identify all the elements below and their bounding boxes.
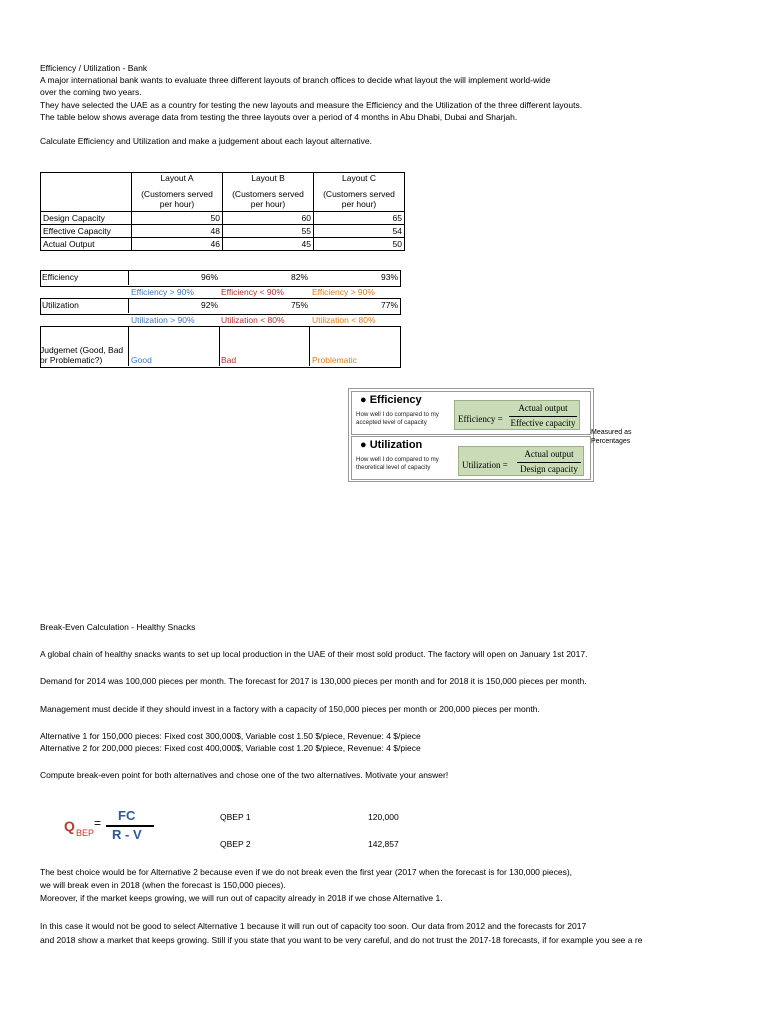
- utilization-formula-panel: [351, 436, 591, 480]
- table-cell: 48: [132, 225, 223, 238]
- judgement-good: Good: [131, 355, 152, 365]
- qbep1-label: QBEP 1: [220, 812, 251, 822]
- divider: [309, 326, 310, 366]
- efficiency-formula-desc: How well I do compared to my accepted level of capacity: [356, 411, 439, 426]
- table-cell: 50: [314, 238, 405, 251]
- utilization-value-b: 75%: [290, 300, 308, 310]
- answer-line: In this case it would not be good to select Alternative 1 because it will run out of capacity too soon. Our data from 2012 and the forecasts for 2017: [40, 921, 587, 931]
- efficiency-note-a: Efficiency > 90%: [131, 287, 194, 297]
- formula-equals: =: [94, 816, 102, 830]
- utilization-note-b: Utilization < 80%: [221, 315, 285, 325]
- efficiency-value-a: 96%: [200, 272, 218, 282]
- table-cell: 46: [132, 238, 223, 251]
- capacity-table: [40, 172, 405, 251]
- formula-q: Q: [64, 818, 75, 834]
- intro-line: The table below shows average data from testing the three layouts over a period of 4 months in Abu Dhabi, Dubai and Sharjah.: [40, 111, 518, 122]
- row-label: Design Capacity: [41, 212, 132, 225]
- formula-numerator: FC: [118, 808, 136, 823]
- table-header-row: [41, 173, 405, 212]
- efficiency-formula: Efficiency = Actual output Effective capacity: [454, 400, 580, 430]
- answer-line: we will break even in 2018 (when the forecast is 150,000 pieces).: [40, 880, 286, 890]
- efficiency-formula-panel: [351, 391, 591, 435]
- row-label: Actual Output: [41, 238, 132, 251]
- column-header-layout-a: Layout A (Customers served per hour): [132, 173, 223, 212]
- intro-line: They have selected the UAE as a country for testing the new layouts and measure the Efficiency and the Utilization of the three different layouts.: [40, 99, 583, 110]
- qbep1-value: 120,000: [368, 812, 399, 822]
- judgement-label: or Problematic?): [40, 355, 103, 365]
- task-line: Compute break-even point for both alternatives and chose one of the two alternatives. Motivate your answer!: [40, 770, 449, 780]
- formula-sub: BEP: [76, 828, 95, 838]
- paragraph: Demand for 2014 was 100,000 pieces per month. The forecast for 2017 is 130,000 pieces per month and for 2018 it is 150,000 pieces per month.: [40, 676, 587, 686]
- efficiency-section: [40, 62, 582, 147]
- utilization-value-c: 77%: [380, 300, 398, 310]
- divider: [128, 270, 129, 285]
- efficiency-note-b: Efficiency < 90%: [221, 287, 284, 297]
- utilization-formula-title: ● Utilization: [360, 439, 423, 451]
- judgement-label: Judgemet (Good, Bad: [40, 345, 124, 355]
- table-cell: 65: [314, 212, 405, 225]
- table-row: [41, 238, 405, 251]
- paragraph: A global chain of healthy snacks wants to set up local production in the UAE of their most sold product. The factory will open on January 1st 2017.: [40, 649, 588, 659]
- table-cell: 60: [223, 212, 314, 225]
- answer-line: and 2018 show a market that keeps growing. Still if you state that you want to be very careful, and do not trust the 2017-18 forecasts, if for example you see a re: [40, 935, 643, 945]
- table-cell: 45: [223, 238, 314, 251]
- efficiency-value-b: 82%: [290, 272, 308, 282]
- measured-note: Measured as Percentages: [591, 429, 632, 445]
- efficiency-note-c: Efficiency > 90%: [312, 287, 375, 297]
- utilization-formula-desc: How well I do compared to my theoretical level of capacity: [356, 456, 439, 471]
- divider: [128, 298, 129, 313]
- judgement-problematic: Problematic: [312, 355, 357, 365]
- table-row: [41, 225, 405, 238]
- utilization-note-a: Utilization > 90%: [131, 315, 195, 325]
- table-cell: 50: [132, 212, 223, 225]
- divider: [219, 326, 220, 366]
- answer-line: The best choice would be for Alternative 2 because even if we do not break even the first year (2017 when the forecast is for 130,000 pieces),: [40, 867, 573, 877]
- paragraph: Management must decide if they should invest in a factory with a capacity of 150,000 pieces per month or 200,000 pieces per month.: [40, 704, 540, 714]
- formula-denominator: R - V: [112, 827, 142, 842]
- qbep2-label: QBEP 2: [220, 839, 251, 849]
- table-row: [41, 212, 405, 225]
- table-cell: 54: [314, 225, 405, 238]
- utilization-label: Utilization: [42, 300, 79, 310]
- column-header-layout-b: Layout B (Customers served per hour): [223, 173, 314, 212]
- intro-line: over the coming two years.: [40, 87, 142, 98]
- task-line: Calculate Efficiency and Utilization and make a judgement about each layout alternative.: [40, 136, 373, 147]
- intro-line: A major international bank wants to evaluate three different layouts of branch offices to decide what layout the will implement world-wide: [40, 75, 551, 86]
- utilization-value-a: 92%: [200, 300, 218, 310]
- section-title: Break-Even Calculation - Healthy Snacks: [40, 622, 196, 632]
- alternative-2: Alternative 2 for 200,000 pieces: Fixed cost 400,000$, Variable cost 1.20 $/piece, Revenue: 4 $/piece: [40, 743, 421, 753]
- table-cell: 55: [223, 225, 314, 238]
- divider: [128, 326, 129, 366]
- breakeven-formula: [64, 808, 164, 848]
- efficiency-label: Efficiency: [42, 272, 79, 282]
- efficiency-formula-title: ● Efficiency: [360, 394, 422, 406]
- section-title: Efficiency / Utilization - Bank: [40, 63, 148, 73]
- formula-figure: [348, 388, 594, 482]
- empty-header-cell: [41, 173, 132, 212]
- alternative-1: Alternative 1 for 150,000 pieces: Fixed cost 300,000$, Variable cost 1.50 $/piece, Revenue: 4 $/piece: [40, 731, 421, 741]
- judgement-bad: Bad: [221, 355, 237, 365]
- utilization-note-c: Utilization < 80%: [312, 315, 376, 325]
- utilization-formula: Utilization = Actual output Design capacity: [458, 446, 584, 476]
- column-header-layout-c: Layout C (Customers served per hour): [314, 173, 405, 212]
- efficiency-value-c: 93%: [380, 272, 398, 282]
- answer-line: Moreover, if the market keeps growing, we will run out of capacity already in 2018 if we chose Alternative 1.: [40, 893, 443, 903]
- qbep2-value: 142,857: [368, 839, 399, 849]
- row-label: Effective Capacity: [41, 225, 132, 238]
